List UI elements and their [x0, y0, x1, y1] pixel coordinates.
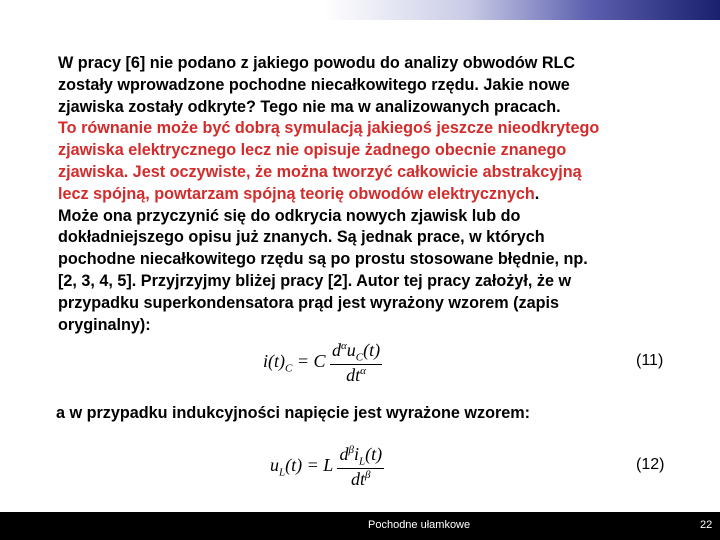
footer-bar — [0, 512, 720, 540]
footer-title: Pochodne ułamkowe — [368, 519, 471, 531]
formula-lhs: i(t) — [263, 350, 285, 371]
text-line: zjawiska zostały odkryte? Tego nie ma w analizowanych pracach. — [58, 97, 561, 116]
d-symbol: d — [332, 340, 341, 360]
formula-equals: = L — [306, 454, 333, 475]
page-number: 22 — [700, 519, 713, 531]
text-line: przypadku superkondensatora prąd jest wyrażony wzorem (zapis — [58, 293, 560, 312]
formula-fraction — [330, 340, 382, 386]
main-paragraph — [58, 53, 678, 336]
order-exponent: β — [365, 468, 371, 481]
formula-lhs: u — [270, 454, 279, 475]
formula-fraction — [337, 444, 384, 490]
formula-denominator — [330, 365, 382, 386]
text-line: pochodne niecałkowitego rzędu są po prostu stosowane błędnie, np. — [58, 250, 588, 269]
highlighted-text-line: zjawiska elektrycznego lecz nie opisuje żadnego obecnie znanego — [58, 141, 567, 160]
formula-lhs-subscript: L — [279, 466, 286, 479]
formula-lhs-subscript: C — [285, 362, 293, 375]
text-line: W pracy [6] nie podano z jakiego powodu do analizy obwodów RLC — [58, 54, 576, 72]
equation-number: (12) — [636, 456, 665, 473]
intermediate-text: a w przypadku indukcyjności napięcie jest wyrażone wzorem: — [56, 404, 531, 422]
order-exponent: β — [348, 444, 354, 456]
formula-numerator — [330, 340, 382, 365]
text-line: oryginalny): — [58, 315, 151, 334]
order-exponent: α — [341, 340, 347, 352]
d-symbol: d — [339, 444, 349, 464]
formula-denominator — [337, 469, 384, 490]
argument: (t) — [363, 340, 381, 360]
equation-number: (11) — [636, 352, 664, 369]
highlighted-text-line: To równanie może być dobrą symulacją jakiegoś jeszcze nieodkrytego — [58, 119, 600, 138]
variable: i — [353, 444, 359, 464]
text-line: [2, 3, 4, 5]. Przyjrzyjmy bliżej pracy [2]. Autor tej pracy założył, że w — [58, 271, 572, 290]
variable-subscript: C — [355, 351, 364, 364]
highlighted-text-line: zjawiska. Jest oczywiste, że można tworzyć całkowicie abstrakcyjną — [58, 162, 582, 181]
argument: (t) — [365, 444, 383, 464]
formula-equals: = C — [296, 350, 326, 371]
mixed-text-line — [58, 184, 678, 206]
dt-symbol: dt — [351, 468, 366, 489]
formula-lhs-argument: (t) — [285, 454, 303, 475]
variable-subscript: L — [358, 455, 366, 468]
text-line: zostały wprowadzone pochodne niecałkowitego rzędu. Jakie nowe — [58, 75, 570, 94]
variable: u — [346, 340, 356, 360]
period: . — [534, 184, 540, 203]
text-line: dokładniejszego opisu już znanych. Są jednak prace, w których — [58, 228, 545, 247]
order-exponent: α — [360, 364, 366, 377]
text-line: Może ona przyczynić się do odkrycia nowych zjawisk lub do — [58, 206, 521, 225]
header-gradient-band — [0, 0, 720, 20]
equation-11-formula — [263, 340, 382, 386]
dt-symbol: dt — [346, 364, 361, 385]
equation-12-formula — [270, 444, 384, 490]
formula-numerator — [337, 444, 384, 469]
highlighted-text-fragment: lecz spójną, powtarzam spójną teorię obwodów elektrycznych — [58, 184, 535, 203]
